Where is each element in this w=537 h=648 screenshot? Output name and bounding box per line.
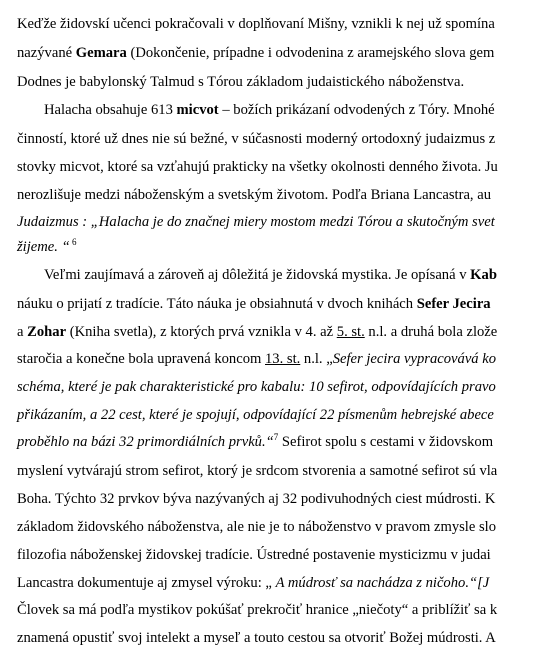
text-line [44,101,495,119]
text-segment: nazývané [17,45,76,61]
text-line [17,130,495,148]
text-segment: A múdrosť sa nachádza z ničoho.“[J [275,575,490,591]
text-segment: Zohar [27,324,67,340]
text-segment: přikázaním, a 22 cest, které je spojují, odpovídající 22 písmenům hebrejské abece [17,407,494,423]
text-segment: – božích prikázaní odvodených z Tóry. Mnohé [218,102,495,118]
text-segment: Judaizmus : „Halacha je do značnej miery mostom medzi Tórou a skutočným svet [17,214,495,230]
text-segment: a [17,324,28,340]
text-line [17,629,496,647]
text-line [17,44,494,62]
text-line [17,518,496,536]
text-line [17,406,494,424]
text-segment: Boha. Týchto 32 prvkov býva nazývaných aj 32 podivuhodných ciest múdrosti. K [17,491,496,507]
text-line [17,213,495,231]
text-line [17,433,493,451]
text-segment: Lancastra dokumentuje aj zmysel výroku: „ [17,575,276,591]
text-segment: schéma, které je pak charakteristické pro kabalu: 10 sefirot, odpovídajících pravo [17,379,496,395]
text-line [17,546,491,564]
text-line [17,15,495,33]
text-line [17,462,497,480]
text-line [17,158,498,176]
text-segment: Sefer jecira vypracovává ko [332,351,497,367]
text-segment: Dodnes je babylonský Talmud s Tórou základom judaistického náboženstva. [17,74,465,90]
text-segment: (Dokončenie, prípadne i odvodenina z aramejského slova gem [126,45,495,61]
text-segment: znamená opustiť svoj intelekt a myseľ a touto cestou sa otvoriť Božej múdrosti. A [17,630,496,646]
text-segment: náuku o prijatí z tradície. Táto náuka je obsiahnutá v dvoch knihách [17,296,417,312]
text-segment: Keďže židovskí učenci pokračovali v doplňovaní Mišny, vznikli k nej už spomína [17,16,495,32]
text-line [44,266,497,284]
text-segment: n.l. „ [300,351,333,367]
text-line [17,574,489,592]
text-segment: činností, ktoré už dnes nie sú bežné, v súčasnosti moderný ortodoxný judaizmus z [17,131,496,147]
text-segment: Veľmi zaujímavá a zároveň aj dôležitá je židovská mystika. Je opísaná v [44,267,471,283]
text-line [17,295,491,313]
text-line [17,378,496,396]
text-line [17,73,464,91]
text-segment: žijeme. “ [17,239,70,255]
text-segment: micvot [176,102,219,118]
text-segment: základom židovského náboženstva, ale nie je to náboženstvo v pravom zmysle slo [17,519,497,535]
text-line [17,601,497,619]
text-segment: n.l. a druhá bola zlože [364,324,498,340]
text-segment: myslení vytvárajú strom sefirot, ktorý je srdcom stvorenia a samotné sefirot sú vla [17,463,498,479]
text-segment: (Kniha svetla), z ktorých prvá vznikla v 4. až [66,324,337,340]
text-segment: Halacha obsahuje 613 [44,102,177,118]
text-segment: Človek sa má podľa mystikov pokúšať prekročiť hranice „niečoty“ a priblížiť sa k [17,602,498,618]
text-segment: Kab [470,267,497,283]
text-segment: staročia a konečne bola upravená koncom [17,351,265,367]
text-line [17,490,495,508]
text-segment: filozofia náboženskej židovskej tradície. Ústredné postavenie mysticizmu v judai [17,547,491,563]
text-line [17,186,491,204]
text-segment: proběhlo na bázi 32 primordiálních prvků.“ [17,434,274,450]
text-segment: 5. st. [336,324,365,340]
text-segment: Gemara [75,45,127,61]
text-segment: stovky micvot, ktoré sa vzťahujú prakticky na všetky okolnosti denného života. Ju [17,159,498,175]
text-line [17,350,496,368]
text-segment: 13. st. [265,351,301,367]
footnote-reference: 6 [69,237,77,248]
text-line [17,323,497,341]
footnote-reference: 7 [273,432,279,443]
text-segment: Sefirot spolu s cestami v židovskom [278,434,494,450]
text-line [17,238,76,256]
text-segment: nerozlišuje medzi náboženským a svetským životom. Podľa Briana Lancastra, au [17,187,492,203]
text-segment: Sefer Jecira [416,296,491,312]
